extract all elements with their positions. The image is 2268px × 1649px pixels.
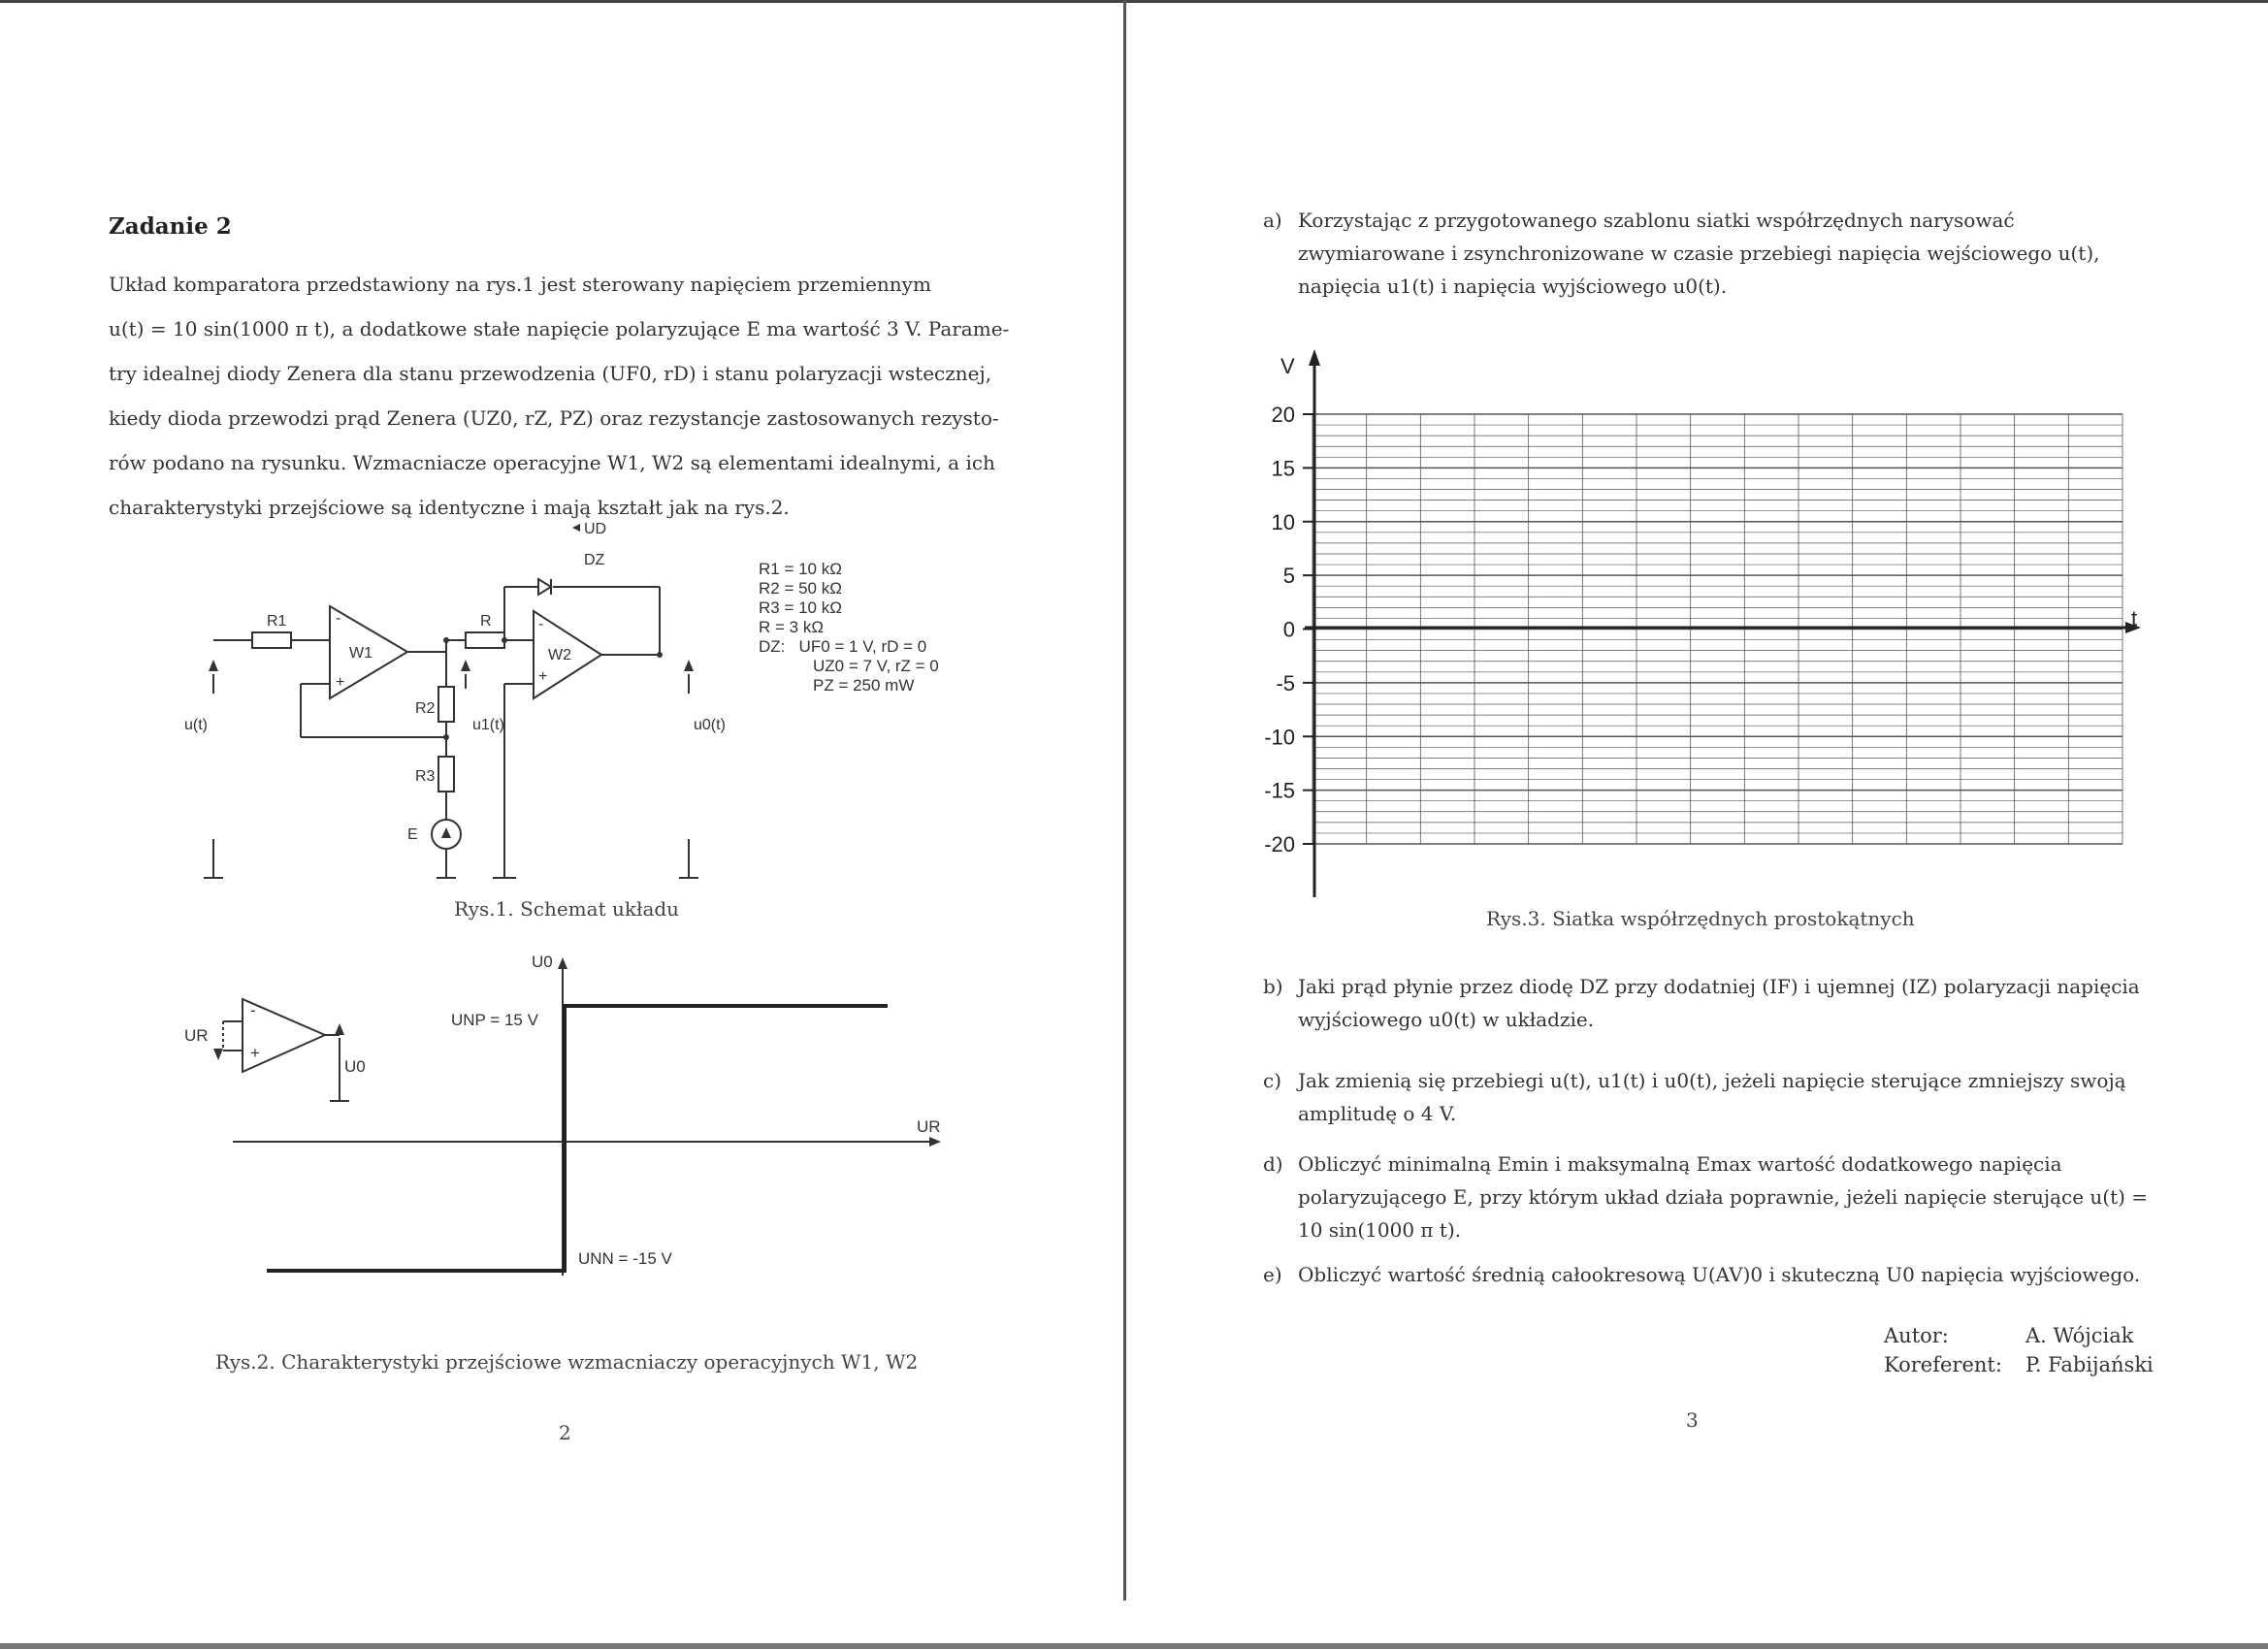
label-u1t: u1(t) (472, 717, 504, 733)
label-e: E (407, 826, 418, 843)
zener-diode (538, 579, 551, 595)
page-spine (1123, 0, 1126, 1600)
question-a-text: Korzystając z przygotowanego szablonu siatki współrzędnych narysować zwymiarowane i zsynchronizowane w czasie przebiegi napięcia wejściowego u(t), napięcia u1(t) i napięcia wyjściowego u0(t). (1298, 209, 2100, 298)
param-line: R1 = 10 kΩ (759, 560, 842, 578)
label-amp-plus: + (250, 1044, 260, 1062)
intro-line: u(t) = 10 sin(1000 π t), a dodatkowe stałe napięcie polaryzujące E ma wartość 3 V. Parame- (109, 317, 1010, 340)
label-dz: DZ (584, 552, 605, 568)
reviewer-name: P. Fabijański (2025, 1353, 2154, 1376)
y-tick-label: 0 (1282, 617, 1295, 642)
param-line: R = 3 kΩ (759, 618, 825, 636)
label-u0t: u0(t) (694, 717, 726, 733)
question-e (1263, 1258, 2155, 1291)
question-e-label: e) (1263, 1263, 1282, 1286)
question-e-text: Obliczyć wartość średnią całookresową U(AV)0 i skuteczną U0 napięcia wyjściowego. (1298, 1263, 2141, 1286)
author-name: A. Wójciak (2025, 1324, 2134, 1347)
label-w2: W2 (548, 647, 571, 663)
label-r3: R3 (415, 768, 436, 785)
y-axis-label: V (1280, 354, 1295, 378)
intro-line: kiedy dioda przewodzi prąd Zenera (UZ0, rZ, PZ) oraz rezystancje zastosowanych rezysto- (109, 406, 999, 430)
resistor-r (466, 632, 504, 648)
label-unp: UNP = 15 V (451, 1011, 538, 1029)
question-a-label: a) (1263, 209, 1282, 232)
question-c-text: Jak zmienią się przebiegi u(t), u1(t) i u0(t), jeżeli napięcie sterujące zmniejszy swoją amplitudę o 4 V. (1298, 1069, 2126, 1125)
intro-paragraph (109, 262, 1026, 530)
junction-dot (443, 734, 449, 740)
label-r1: R1 (267, 613, 287, 630)
y-tick-label: 5 (1282, 564, 1295, 589)
label-r2: R2 (415, 700, 436, 717)
question-d-text: Obliczyć minimalną Emin i maksymalną Emax wartość dodatkowego napięcia polaryzującego E, przy którym układ działa poprawnie, jeżeli napięcie sterujące u(t) = 10 sin(1000 π t). (1298, 1152, 2149, 1242)
y-tick-label: -5 (1276, 670, 1295, 695)
param-line: R2 = 50 kΩ (759, 579, 842, 598)
question-a (1263, 204, 2155, 303)
resistor-r1 (252, 632, 291, 648)
transfer-characteristic (175, 946, 951, 1285)
label-ut: u(t) (184, 717, 208, 733)
label-w1-plus: + (336, 674, 345, 691)
question-d (1263, 1148, 2155, 1246)
signature-block (1884, 1321, 2177, 1379)
page-number-right: 3 (1686, 1408, 1699, 1432)
param-line: PZ = 250 mW (813, 676, 915, 695)
task-heading: Zadanie 2 (109, 213, 232, 240)
characteristic-curve (267, 1006, 888, 1271)
author-label: Autor: (1884, 1324, 1949, 1347)
junction-dot (657, 652, 663, 658)
question-c-label: c) (1263, 1069, 1282, 1092)
label-ur-axis: UR (917, 1117, 941, 1136)
label-u0-axis: U0 (532, 953, 553, 971)
y-tick-label: 15 (1271, 456, 1295, 481)
label-unn: UNN = -15 V (578, 1249, 672, 1268)
resistor-r3 (438, 757, 454, 792)
label-w2-plus: + (538, 668, 548, 685)
junction-dot (502, 637, 507, 643)
y-axis-arrow (1309, 349, 1320, 366)
figure-1-caption: Rys.1. Schemat układu (454, 897, 680, 921)
resistor-r2 (438, 687, 454, 722)
label-amp-minus: - (250, 1001, 256, 1019)
label-r: R (480, 613, 492, 630)
param-line: R3 = 10 kΩ (759, 598, 842, 617)
question-b-label: b) (1263, 975, 1283, 998)
question-d-label: d) (1263, 1152, 1283, 1176)
y-tick-label: 10 (1271, 509, 1295, 534)
label-ud: UD (584, 521, 607, 537)
figure-3-caption: Rys.3. Siatka współrzędnych prostokątnych (1486, 907, 1915, 930)
page-number-left: 2 (559, 1421, 571, 1444)
label-w1: W1 (349, 645, 373, 662)
question-c (1263, 1064, 2155, 1130)
junction-dot (443, 637, 449, 643)
param-line: UZ0 = 7 V, rZ = 0 (813, 657, 939, 675)
question-b-text: Jaki prąd płynie przez diodę DZ przy dodatniej (IF) i ujemnej (IZ) polaryzacji napięcia wyjściowego u0(t) w układzie. (1298, 975, 2140, 1031)
label-amp-ur: UR (184, 1026, 209, 1045)
x-axis-label: t (2131, 606, 2138, 630)
label-amp-u0: U0 (344, 1057, 366, 1076)
left-page (0, 0, 1123, 1649)
label-w1-minus: - (336, 610, 341, 627)
y-tick-label: 20 (1271, 403, 1295, 427)
intro-line: rów podano na rysunku. Wzmacniacze operacyjne W1, W2 są elementami idealnymi, a ich (109, 451, 995, 474)
arrow-ud (572, 524, 580, 532)
figure-2-caption: Rys.2. Charakterystyki przejściowe wzmacniaczy operacyjnych W1, W2 (215, 1350, 919, 1374)
y-tick-label: -15 (1264, 778, 1295, 803)
intro-line: Układ komparatora przedstawiony na rys.1 jest sterowany napięciem przemiennym (109, 273, 931, 296)
arrow-ut (209, 660, 218, 671)
coordinate-grid (1256, 344, 2158, 907)
question-b (1263, 970, 2155, 1036)
circuit-diagram (146, 504, 1019, 892)
y-tick-label: -10 (1264, 725, 1295, 750)
intro-line: charakterystyki przejściowe są identyczne i mają kształt jak na rys.2. (109, 496, 790, 519)
label-w2-minus: - (538, 616, 544, 632)
arrow-e (441, 827, 451, 838)
param-line: DZ: UF0 = 1 V, rD = 0 (759, 637, 927, 656)
reviewer-label: Koreferent: (1884, 1353, 2002, 1376)
intro-line: try idealnej diody Zenera dla stanu przewodzenia (UF0, rD) i stanu polaryzacji wstecznej, (109, 362, 992, 385)
arrow-u0t (684, 660, 694, 671)
y-tick-label: -20 (1264, 832, 1295, 857)
arrow-u1t (461, 660, 470, 671)
